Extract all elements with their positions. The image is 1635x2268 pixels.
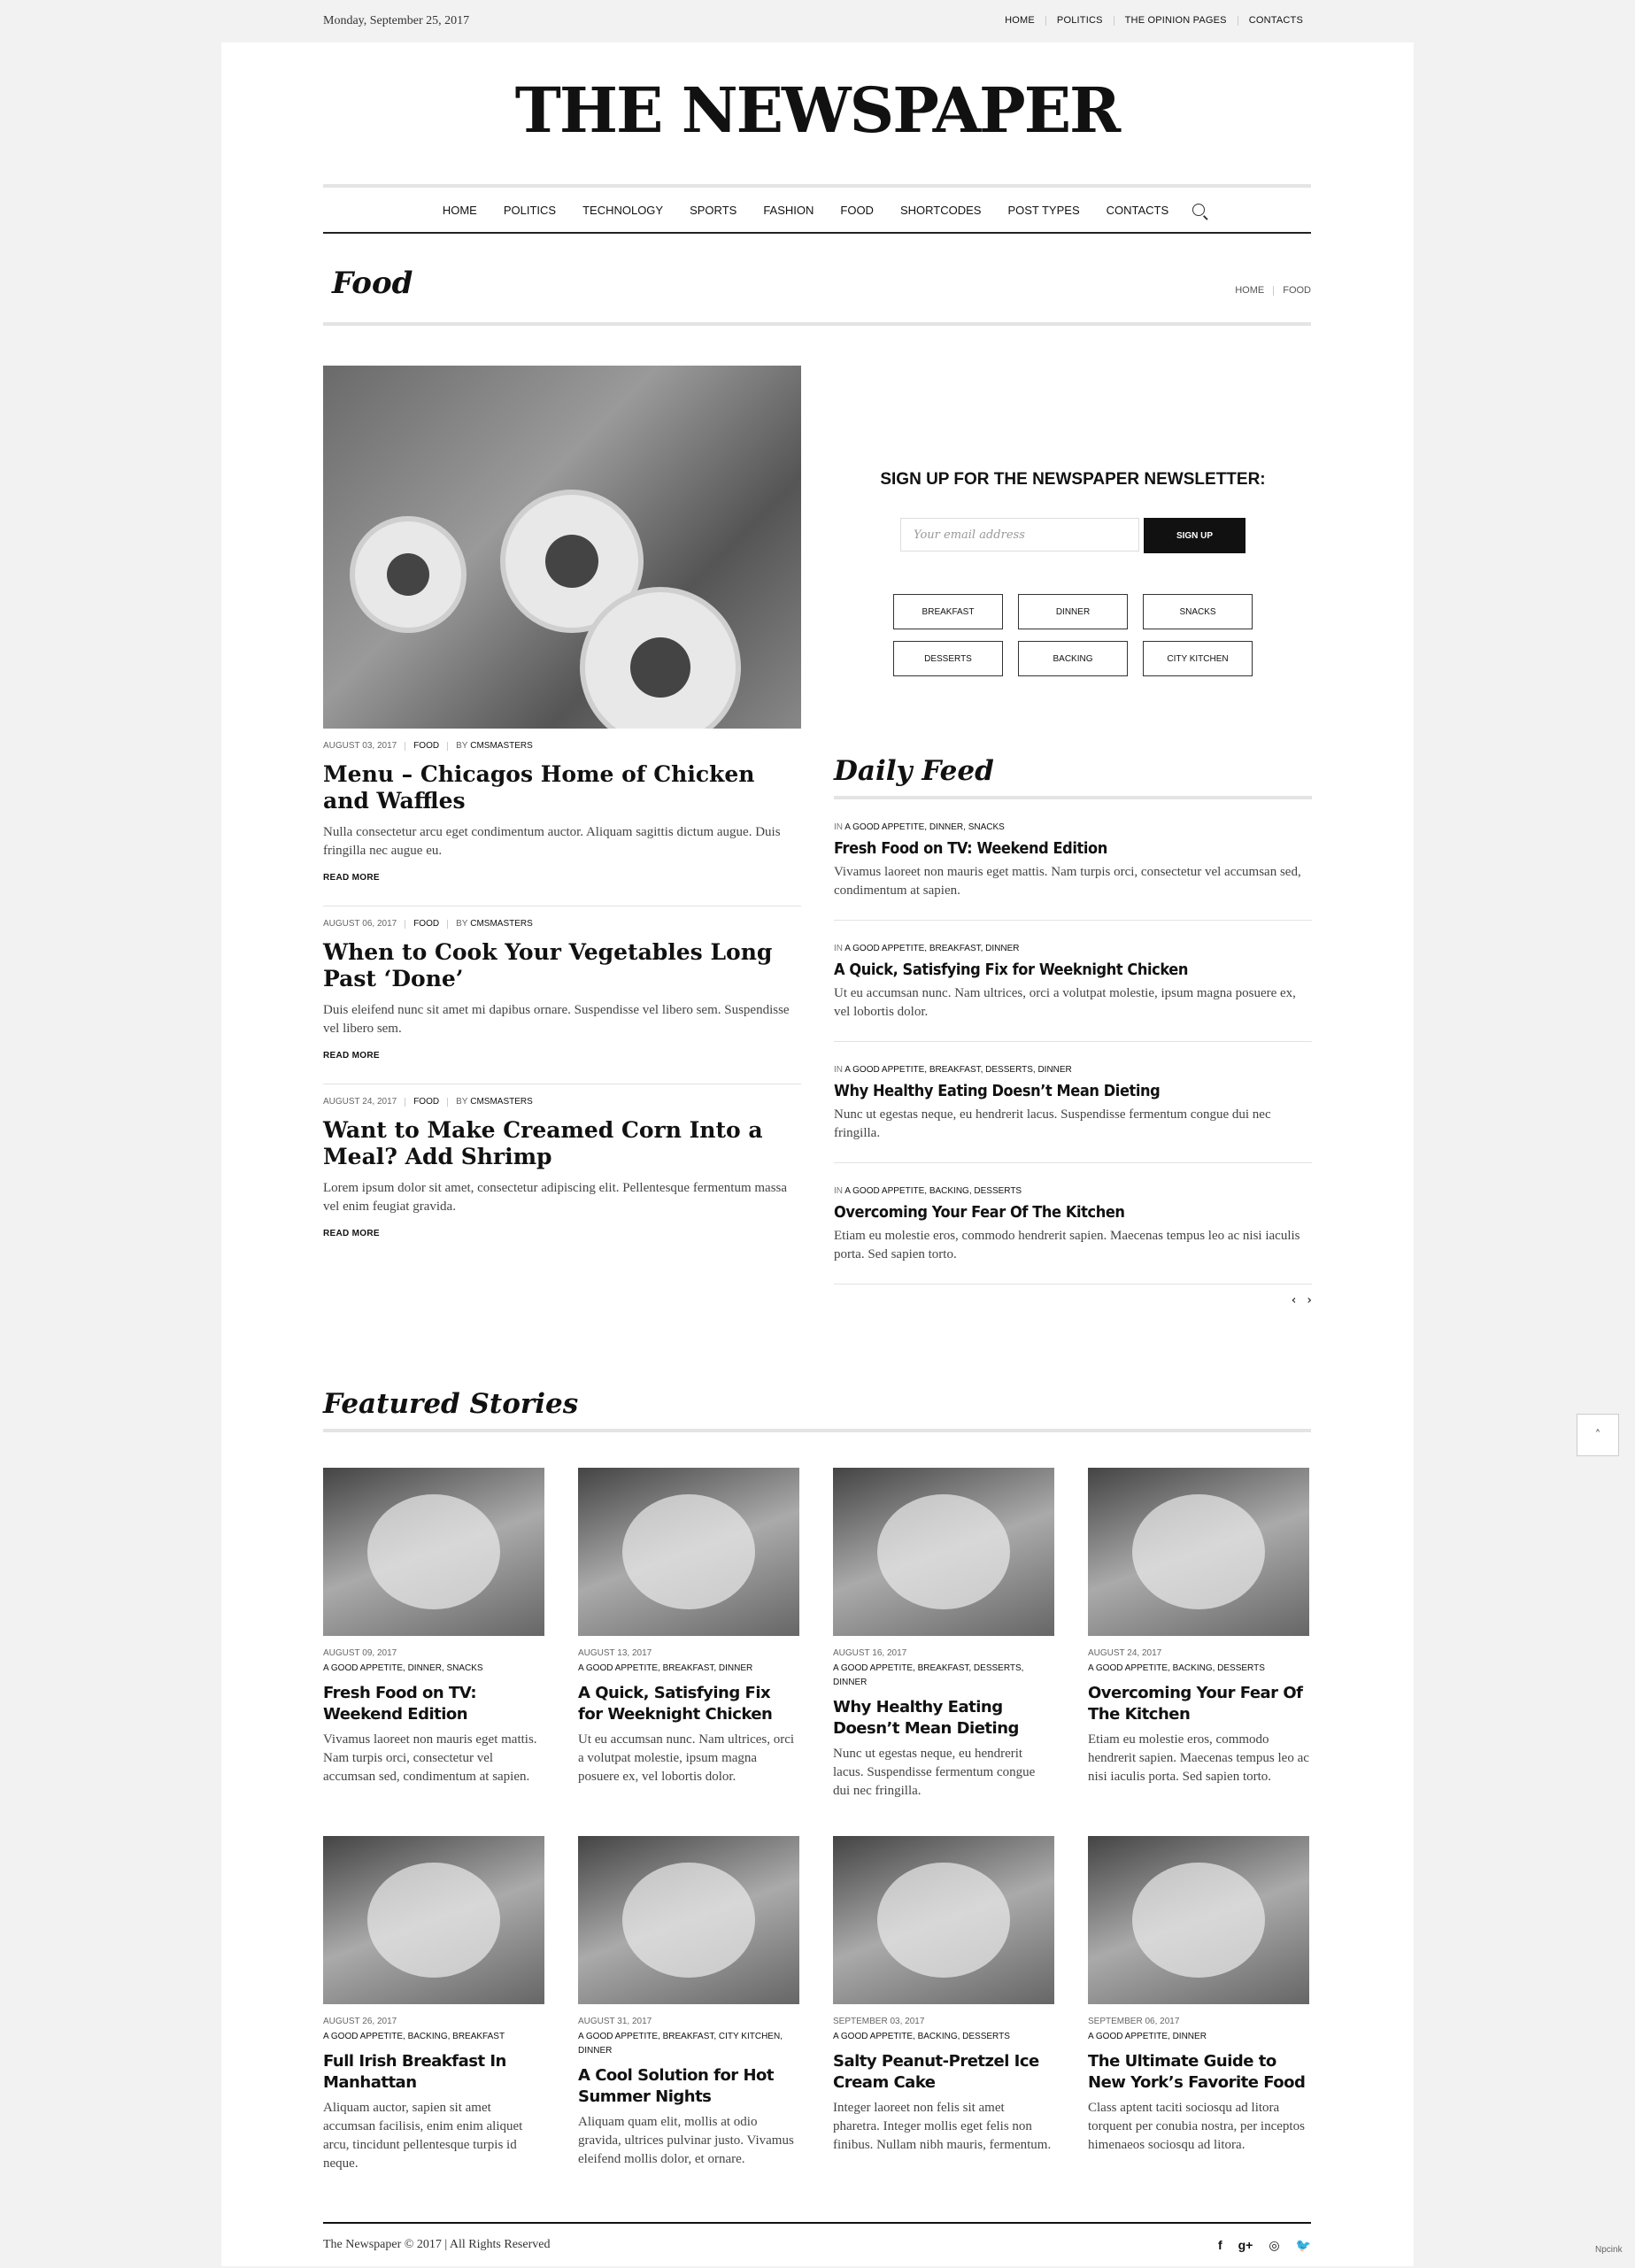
story-excerpt: Vivamus laoreet non mauris eget mattis. Nam turpis orci, consectetur vel accumsan sed, condimentum at sapien. bbox=[323, 1732, 537, 1784]
site-logo[interactable]: THE NEWSPAPER bbox=[514, 73, 1120, 147]
newsletter-title: SIGN UP FOR THE NEWSPAPER NEWSLETTER: bbox=[880, 470, 1266, 489]
story-card bbox=[1088, 1836, 1309, 2173]
story-excerpt: Etiam eu molestie eros, commodo hendrerit sapien. Maecenas tempus leo ac nisi iaculis porta. Sed sapien torto. bbox=[1088, 1732, 1309, 1784]
story-excerpt: Ut eu accumsan nunc. Nam ultrices, orci a volutpat molestie, ipsum magna posuere ex, vel lobortis dolor. bbox=[578, 1732, 795, 1784]
story-thumbnail[interactable] bbox=[1088, 1836, 1309, 2004]
tag-backing[interactable]: BACKING bbox=[1018, 641, 1128, 676]
post-category[interactable]: FOOD bbox=[413, 919, 440, 929]
current-date: Monday, September 25, 2017 bbox=[323, 14, 470, 27]
main-nav bbox=[323, 184, 1311, 234]
story-thumbnail[interactable] bbox=[833, 1468, 1054, 1636]
story-title[interactable]: Salty Peanut-Pretzel Ice Cream Cake bbox=[833, 2052, 1039, 2092]
post-title[interactable]: Want to Make Creamed Corn Into a Meal? Add Shrimp bbox=[323, 1117, 763, 1169]
feed-category-list[interactable]: A GOOD APPETITE, DINNER, SNACKS bbox=[844, 822, 1005, 832]
top-bar bbox=[0, 0, 1635, 42]
feed-categories bbox=[834, 1186, 1312, 1196]
top-nav-contacts[interactable]: CONTACTS bbox=[1248, 15, 1303, 26]
feed-item bbox=[834, 799, 1312, 921]
story-date: AUGUST 26, 2017 bbox=[323, 2017, 397, 2026]
tag-desserts[interactable]: DESSERTS bbox=[893, 641, 1003, 676]
daily-feed bbox=[834, 755, 1312, 1308]
post-author[interactable]: CMSMASTERS bbox=[470, 919, 533, 929]
feed-item bbox=[834, 921, 1312, 1042]
feed-excerpt: Ut eu accumsan nunc. Nam ultrices, orci a volutpat molestie, ipsum magna posuere ex, vel lobortis dolor. bbox=[834, 986, 1296, 1019]
feed-category-list[interactable]: A GOOD APPETITE, BACKING, DESSERTS bbox=[844, 1186, 1022, 1196]
story-title[interactable]: Fresh Food on TV: Weekend Edition bbox=[323, 1684, 477, 1724]
divider bbox=[447, 742, 448, 751]
nav-post-types[interactable]: POST TYPES bbox=[1007, 203, 1080, 217]
nav-fashion[interactable]: FASHION bbox=[763, 203, 814, 217]
story-date: AUGUST 09, 2017 bbox=[323, 1648, 397, 1658]
feed-title[interactable]: Fresh Food on TV: Weekend Edition bbox=[834, 839, 1107, 858]
nav-politics[interactable]: POLITICS bbox=[503, 203, 557, 217]
feed-categories bbox=[834, 822, 1312, 832]
story-title[interactable]: The Ultimate Guide to New York’s Favorite Food bbox=[1088, 2052, 1306, 2092]
nav-home[interactable]: HOME bbox=[442, 203, 477, 217]
story-card bbox=[578, 1836, 799, 2173]
story-categories[interactable]: A GOOD APPETITE, BACKING, DESSERTS bbox=[833, 2032, 1010, 2041]
feed-category-list[interactable]: A GOOD APPETITE, BREAKFAST, DINNER bbox=[844, 944, 1020, 953]
featured-grid bbox=[323, 1468, 1311, 2209]
story-date: SEPTEMBER 06, 2017 bbox=[1088, 2017, 1180, 2026]
sign-up-button[interactable]: SIGN UP bbox=[1144, 518, 1246, 553]
divider bbox=[447, 920, 448, 929]
read-more-link[interactable]: READ MORE bbox=[323, 1051, 380, 1061]
top-nav-politics[interactable]: POLITICS bbox=[1056, 15, 1103, 26]
newsletter-form bbox=[900, 518, 1246, 553]
nav-contacts[interactable]: CONTACTS bbox=[1106, 203, 1169, 217]
feed-item bbox=[834, 1042, 1312, 1163]
story-thumbnail[interactable] bbox=[833, 1836, 1054, 2004]
post-item bbox=[323, 729, 801, 906]
category-tags bbox=[893, 594, 1256, 676]
featured-title: Featured Stories bbox=[323, 1388, 1311, 1432]
feed-item bbox=[834, 1163, 1312, 1284]
plate-image bbox=[350, 516, 467, 633]
copyright: The Newspaper © 2017 | All Rights Reserved bbox=[323, 2238, 551, 2251]
featured-post-image[interactable] bbox=[323, 366, 801, 729]
story-thumbnail[interactable] bbox=[323, 1836, 544, 2004]
read-more-link[interactable]: READ MORE bbox=[323, 873, 380, 883]
story-thumbnail[interactable] bbox=[578, 1468, 799, 1636]
story-title[interactable]: A Cool Solution for Hot Summer Nights bbox=[578, 2066, 774, 2106]
feed-category-list[interactable]: A GOOD APPETITE, BREAKFAST, DESSERTS, DINNER bbox=[844, 1065, 1072, 1075]
post-excerpt: Nulla consectetur arcu eget condimentum auctor. Aliquam sagittis dictum augue. Duis fringilla nec augue eu. bbox=[323, 825, 781, 858]
author-prefix: BY bbox=[456, 919, 468, 929]
nav-technology[interactable]: TECHNOLOGY bbox=[582, 203, 664, 217]
feed-categories bbox=[834, 944, 1312, 953]
footer bbox=[323, 2222, 1311, 2268]
story-excerpt: Nunc ut egestas neque, eu hendrerit lacus. Suspendisse fermentum congue dui nec fringilla. bbox=[833, 1747, 1036, 1798]
story-categories[interactable]: A GOOD APPETITE, DINNER, SNACKS bbox=[323, 1663, 483, 1673]
post-date: AUGUST 06, 2017 bbox=[323, 919, 397, 929]
story-categories[interactable]: A GOOD APPETITE, DINNER bbox=[1088, 2032, 1207, 2041]
chevron-left-icon[interactable]: ‹ bbox=[1291, 1293, 1297, 1308]
post-item bbox=[323, 906, 801, 1084]
post-list bbox=[323, 366, 801, 1261]
post-date: AUGUST 03, 2017 bbox=[323, 741, 397, 751]
story-card bbox=[1088, 1468, 1309, 1801]
email-field[interactable]: Your email address bbox=[900, 518, 1139, 552]
back-to-top-button[interactable]: ˄ bbox=[1577, 1414, 1619, 1456]
story-title[interactable]: Overcoming Your Fear Of The Kitchen bbox=[1088, 1684, 1303, 1724]
story-excerpt: Integer laoreet non felis sit amet pharetra. Integer mollis eget felis non finibus. Nullam nibh mauris, fermentum. bbox=[833, 2101, 1052, 2152]
feed-excerpt: Etiam eu molestie eros, commodo hendrerit sapien. Maecenas tempus leo ac nisi iaculis porta. Sed sapien torto. bbox=[834, 1229, 1300, 1261]
top-nav-home[interactable]: HOME bbox=[1005, 15, 1035, 26]
story-card bbox=[323, 1836, 544, 2173]
post-author[interactable]: CMSMASTERS bbox=[470, 741, 533, 751]
page-title: Food bbox=[332, 266, 413, 301]
page-container bbox=[221, 42, 1414, 2266]
brand-watermark: Npcink bbox=[1595, 2245, 1623, 2255]
page-header bbox=[323, 266, 1311, 326]
story-excerpt: Aliquam auctor, sapien sit amet accumsan facilisis, enim enim aliquet arcu, tincidunt pellentesque turpis id neque. bbox=[323, 2101, 523, 2171]
instagram-icon[interactable]: ◎ bbox=[1269, 2238, 1280, 2252]
story-title[interactable]: Full Irish Breakfast In Manhattan bbox=[323, 2052, 506, 2092]
nav-sports[interactable]: SPORTS bbox=[690, 203, 737, 217]
breadcrumb-home[interactable]: HOME bbox=[1235, 285, 1265, 296]
in-label: IN bbox=[834, 1065, 843, 1075]
in-label: IN bbox=[834, 1186, 843, 1196]
read-more-link[interactable]: READ MORE bbox=[323, 1229, 380, 1238]
in-label: IN bbox=[834, 822, 843, 832]
facebook-icon[interactable]: f bbox=[1217, 2238, 1222, 2252]
author-prefix: BY bbox=[456, 1097, 468, 1107]
post-meta bbox=[323, 741, 801, 751]
in-label: IN bbox=[834, 944, 843, 953]
daily-feed-title: Daily Feed bbox=[834, 755, 1312, 799]
story-date: AUGUST 24, 2017 bbox=[1088, 1648, 1162, 1658]
post-meta bbox=[323, 1097, 801, 1107]
feed-excerpt: Vivamus laoreet non mauris eget mattis. Nam turpis orci, consectetur vel accumsan sed, condimentum at sapien. bbox=[834, 865, 1301, 898]
post-excerpt: Duis eleifend nunc sit amet mi dapibus ornare. Suspendisse vel libero sem. Suspendisse vel libero sem. bbox=[323, 1003, 790, 1036]
divider bbox=[1273, 286, 1274, 296]
post-author[interactable]: CMSMASTERS bbox=[470, 1097, 533, 1107]
tag-city-kitchen[interactable]: CITY KITCHEN bbox=[1143, 641, 1253, 676]
story-thumbnail[interactable] bbox=[323, 1468, 544, 1636]
story-card bbox=[833, 1468, 1054, 1801]
author-prefix: BY bbox=[456, 741, 468, 751]
story-card bbox=[833, 1836, 1054, 2173]
feed-excerpt: Nunc ut egestas neque, eu hendrerit lacus. Suspendisse fermentum congue dui nec fringilla. bbox=[834, 1107, 1271, 1140]
story-date: AUGUST 31, 2017 bbox=[578, 2017, 652, 2026]
chevron-right-icon[interactable]: › bbox=[1307, 1293, 1312, 1308]
feed-title[interactable]: Why Healthy Eating Doesn’t Mean Dieting bbox=[834, 1082, 1161, 1100]
story-categories[interactable]: A GOOD APPETITE, BREAKFAST, DINNER bbox=[578, 1663, 753, 1673]
story-categories[interactable]: A GOOD APPETITE, BREAKFAST, DESSERTS, DINNER bbox=[833, 1663, 1024, 1687]
story-excerpt: Class aptent taciti sociosqu ad litora torquent per conubia nostra, per inceptos himenaeos sociosqu ad litora. bbox=[1088, 2101, 1305, 2152]
post-category[interactable]: FOOD bbox=[413, 741, 440, 751]
breadcrumb-current: FOOD bbox=[1283, 285, 1311, 296]
search-icon[interactable] bbox=[1192, 204, 1205, 216]
breadcrumb bbox=[1235, 285, 1311, 296]
tag-snacks[interactable]: SNACKS bbox=[1143, 594, 1253, 629]
twitter-icon[interactable]: 🐦 bbox=[1295, 2238, 1311, 2252]
feed-title[interactable]: A Quick, Satisfying Fix for Weeknight Chicken bbox=[834, 960, 1188, 979]
featured-stories bbox=[323, 1388, 1311, 2209]
post-category[interactable]: FOOD bbox=[413, 1097, 440, 1107]
tag-breakfast[interactable]: BREAKFAST bbox=[893, 594, 1003, 629]
story-title[interactable]: A Quick, Satisfying Fix for Weeknight Chicken bbox=[578, 1684, 773, 1724]
feed-pagination bbox=[834, 1293, 1312, 1308]
post-meta bbox=[323, 919, 801, 929]
feed-categories bbox=[834, 1065, 1312, 1075]
story-title[interactable]: Why Healthy Eating Doesn’t Mean Dieting bbox=[833, 1698, 1019, 1738]
nav-shortcodes[interactable]: SHORTCODES bbox=[899, 203, 982, 217]
post-excerpt: Lorem ipsum dolor sit amet, consectetur adipiscing elit. Pellentesque fermentum massa vel enim feugiat gravida. bbox=[323, 1181, 788, 1214]
story-card bbox=[578, 1468, 799, 1801]
social-links bbox=[1202, 2238, 1311, 2253]
tag-dinner[interactable]: DINNER bbox=[1018, 594, 1128, 629]
top-nav-opinion[interactable]: THE OPINION PAGES bbox=[1124, 15, 1227, 26]
google-plus-icon[interactable]: g+ bbox=[1238, 2238, 1253, 2252]
top-nav bbox=[1005, 15, 1303, 26]
story-categories[interactable]: A GOOD APPETITE, BACKING, BREAKFAST bbox=[323, 2032, 505, 2041]
story-thumbnail[interactable] bbox=[1088, 1468, 1309, 1636]
story-excerpt: Aliquam quam elit, mollis at odio gravida, ultrices pulvinar justo. Vivamus eleifend mollis dolor, et ornare. bbox=[578, 2115, 794, 2166]
story-categories[interactable]: A GOOD APPETITE, BACKING, DESSERTS bbox=[1088, 1663, 1265, 1673]
story-date: AUGUST 16, 2017 bbox=[833, 1648, 907, 1658]
post-item bbox=[323, 1084, 801, 1261]
story-card bbox=[323, 1468, 544, 1801]
divider bbox=[1045, 16, 1046, 26]
post-date: AUGUST 24, 2017 bbox=[323, 1097, 397, 1107]
divider bbox=[447, 1098, 448, 1107]
nav-food[interactable]: FOOD bbox=[840, 203, 874, 217]
post-title[interactable]: When to Cook Your Vegetables Long Past ‘Done’ bbox=[323, 939, 773, 991]
story-thumbnail[interactable] bbox=[578, 1836, 799, 2004]
post-title[interactable]: Menu – Chicagos Home of Chicken and Waffles bbox=[323, 761, 755, 814]
story-date: AUGUST 13, 2017 bbox=[578, 1648, 652, 1658]
story-date: SEPTEMBER 03, 2017 bbox=[833, 2017, 925, 2026]
story-categories[interactable]: A GOOD APPETITE, BREAKFAST, CITY KITCHEN, DINNER bbox=[578, 2032, 783, 2056]
feed-title[interactable]: Overcoming Your Fear Of The Kitchen bbox=[834, 1203, 1125, 1222]
